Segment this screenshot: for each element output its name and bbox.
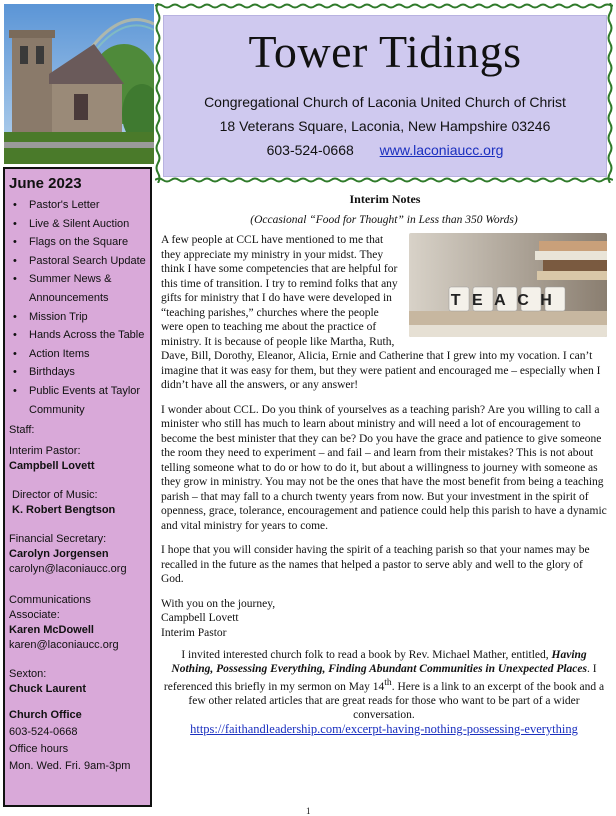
office-label: Church Office (9, 709, 82, 722)
contents-item: • Pastor's Letter (11, 196, 150, 215)
vine-border-top (155, 3, 613, 9)
finance-email: carolyn@laconiaucc.org (9, 563, 127, 576)
signer-title: Interim Pastor (161, 626, 227, 639)
article-heading: Interim Notes (349, 192, 421, 206)
note-sup: th (384, 677, 392, 688)
contents-list (5, 196, 150, 419)
article-paragraph-3: I hope that you will consider having the spirit of a teaching parish so that your names may be recalled in the future as the names that helped a pastor to serve ably and well to the glory of God. (161, 544, 590, 585)
contents-item: • Summer News & Announcements (11, 270, 150, 307)
contents-item: • Pastoral Search Update (11, 252, 150, 271)
article-subheading: (Occasional “Food for Thought” in Less than 350 Words) (250, 213, 518, 226)
excerpt-link[interactable]: https://faithandleadership.com/excerpt-having-nothing-possessing-everything (190, 721, 578, 736)
contents-item: • Flags on the Square (11, 233, 150, 252)
comm-label: Communications (9, 594, 91, 607)
staff-label: Staff: (9, 424, 35, 437)
teach-blocks-image (409, 233, 607, 337)
signoff: With you on the journey, (161, 597, 276, 610)
note-text-1: I invited interested church folk to read a book by Rev. Michael Mather, entitled, (181, 649, 549, 661)
church-address: 18 Veterans Square, Laconia, New Hampshire 03246 (219, 118, 551, 134)
website-link[interactable]: www.laconiaucc.org (379, 142, 504, 158)
office-hours: Mon. Wed. Fri. 9am-3pm (9, 760, 131, 773)
vine-border-right (607, 3, 613, 183)
interim-name: Campbell Lovett (9, 460, 95, 473)
comm-label-2: Associate: (9, 609, 60, 622)
interim-notes-article (161, 192, 607, 737)
hours-label: Office hours (9, 743, 69, 756)
svg-text:TEACH: TEACH (450, 292, 564, 309)
book-note (161, 648, 607, 737)
church-photo (4, 4, 154, 164)
comm-email: karen@laconiaucc.org (9, 639, 119, 652)
masthead-panel (163, 15, 607, 177)
contents-item: • Hands Across the Table (11, 326, 150, 345)
vine-border-left (155, 3, 161, 183)
music-label: Director of Music: (12, 489, 98, 502)
signer-name: Campbell Lovett (161, 612, 239, 624)
contents-item: • Birthdays (11, 363, 150, 382)
article-paragraph-2: I wonder about CCL. Do you think of yourselves as a teaching parish? Are you willing to call a minister who still has much to learn about ministry and will need a lot of encouragement to become the best minister that they can be? Do you have the grace and patience to give someone the room they need to experiment – and fail – and learn from their mistakes? This is not about telling someone what to do or how to do it, but about a willingness to journey with someone as they grow in ministry. You may not be the ones that have the most benefit from being a teaching parish – that may fall to a church twenty years from now. But your investment in the spirit of openness, grace, tolerance, encouragement and patience could help this parish to have a dynamic and vital ministry for years to come. (161, 403, 607, 532)
finance-label: Financial Secretary: (9, 533, 107, 546)
staff-section (5, 423, 150, 775)
signature-block (161, 597, 607, 641)
newsletter-title: Tower Tidings (248, 26, 522, 77)
church-name: Congregational Church of Laconia United Church of Christ (204, 94, 566, 110)
book-title: Having Nothing, Possessing Everything, Finding Abundant Communities in Unexpected Places (171, 649, 587, 675)
contents-item: • Mission Trip (11, 308, 150, 327)
sexton-name: Chuck Laurent (9, 683, 87, 696)
finance-name: Carolyn Jorgensen (9, 548, 109, 561)
comm-name: Karen McDowell (9, 624, 94, 637)
church-phone: 603-524-0668 (266, 142, 354, 158)
article-paragraph-1: A few people at CCL have mentioned to me that they appreciate my ministry in your midst. They think I have some competencies that are helpful for this time of transition. I try to remind folks that any gifts for ministry that I do have were developed in “teaching parishes,” churches where the people were open to teaching me about the practice of ministry. It is because of people like Martha, Ruth, Dave, Bill, Dorothy, Eleanor, Alicia, Ernie and Catherine that I grew into my vocation. I can’t imagine that it was easy for them, but they were patient and encouraged me – especially when I didn’t have all the answers, or any answer! (161, 234, 601, 391)
music-name: K. Robert Bengtson (12, 504, 116, 517)
note-text-3: . Here is a link to an excerpt of the book and a few other related articles that are great reads for those who want to be part of a wider conversation. (188, 680, 605, 721)
masthead (155, 3, 613, 183)
office-phone: 603-524-0668 (9, 726, 78, 739)
note-text-2: . I referenced this briefly in my sermon on May 14 (163, 663, 597, 693)
interim-label: Interim Pastor: (9, 445, 81, 458)
sidebar-month: June 2023 (9, 175, 82, 192)
vine-border-bottom (155, 177, 613, 183)
page-number: 1 (306, 806, 311, 816)
sidebar (3, 167, 152, 807)
contents-item: • Live & Silent Auction (11, 215, 150, 234)
contents-item: • Public Events at Taylor Community (11, 382, 150, 419)
contents-item: • Action Items (11, 345, 150, 364)
sexton-label: Sexton: (9, 668, 47, 681)
